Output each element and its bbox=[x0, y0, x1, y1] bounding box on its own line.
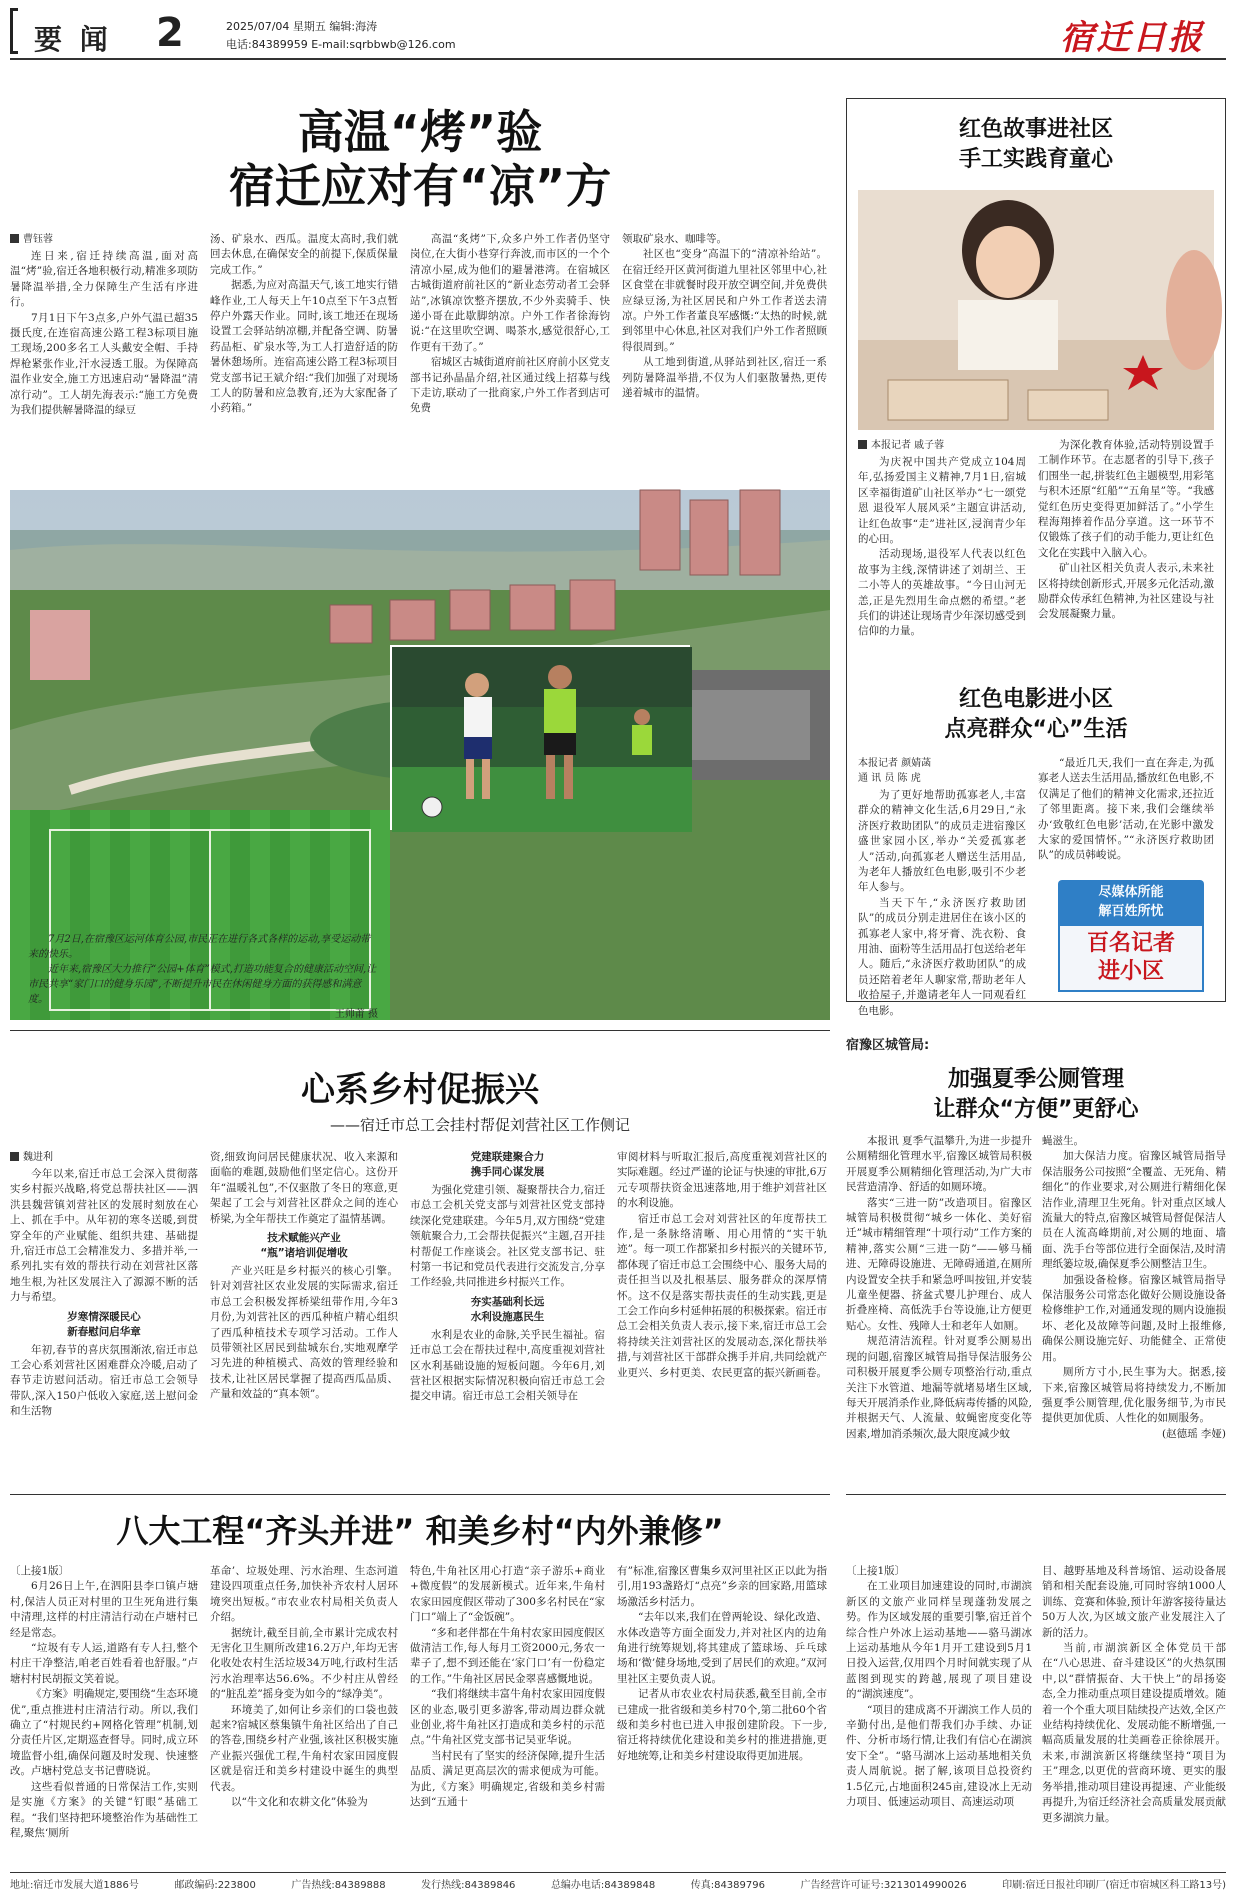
subheading: 水利设施惠民生 bbox=[470, 1310, 545, 1323]
badge-title-2: 进小区 bbox=[1097, 959, 1164, 984]
footer-fax: 传真:84389796 bbox=[690, 1880, 765, 1891]
paragraph: 《方案》明确规定,要围绕“生态环境优”,重点推进村庄清洁行动。所以,我们确立了“村规民约+网格化管理”机制,划分责任片区,定期巡查督导。同时,成立环境监督小组,确保问题及时发现、快速整改。卢塘村党总支书记曹晓说。 bbox=[10, 1688, 198, 1778]
art3-col2 bbox=[210, 1564, 398, 1866]
paragraph: 宿迁市总工会对刘营社区的年度帮扶工作,是一条脉络清晰、用心用情的“实干轨迹”。每一项工作都紧扣乡村振兴的关键环节,都体现了宿迁市总工会围绕中心、服务大局的责任担当以及扎根基层、服务群众的深厚情怀。这不仅是落实帮扶责任的生动实践,更是工会工作向乡村延伸拓展的积极探索。宿迁市总工会相关负责人表示,接下来,宿迁市总工会将持续关注刘营社区的发展动态,深化帮扶举措,与刘营社区干部群众携手并肩,共同绘就产业更兴、乡村更美、农民更富的振兴新画卷。 bbox=[617, 1212, 827, 1379]
footer-bar bbox=[10, 1876, 1226, 1894]
section-rule-right-bottom bbox=[846, 1494, 1226, 1495]
paragraph: 这些看似普通的日常保洁工作,实则是实施《方案》的关键“钉眼”基础工程。“我们坚持把环境整治作为基础性工程,聚焦‘厕所 bbox=[10, 1780, 198, 1839]
paragraph: 水利是农业的命脉,关乎民生福祉。宿迁市总工会在帮扶过程中,高度重视刘营社区水利基础设施的短板问题。今年6月,刘营社区根据实际情况积极向宿迁市总工会提交申请。宿迁市总工会相关领导在 bbox=[410, 1328, 605, 1403]
art3-col3 bbox=[410, 1564, 605, 1866]
paragraph: 规范清洁流程。针对夏季公厕易出现的问题,宿豫区城管局指导保洁服务公司积极开展夏季公厕专项整治行动,重点关注下水管道、地漏等就堵易堵生区域,每天开展消杀作业,降低病毒传播的风险,并根据天气、人流量、蚊蝇密度变化等因素,增加消杀频次,最大限度减少蚊 bbox=[846, 1335, 1032, 1440]
section-bracket bbox=[10, 8, 18, 54]
masthead-rule bbox=[10, 58, 1226, 60]
footer-office-phone: 总编办电话:84389848 bbox=[550, 1880, 656, 1891]
footer-dist-phone: 发行热线:84389846 bbox=[421, 1880, 516, 1891]
art-r3-title-line2: 让群众“方便”更舒心 bbox=[933, 1097, 1139, 1122]
subheading: 携手同心谋发展 bbox=[470, 1166, 545, 1178]
byline-text: 本报记者 颜婧菡 bbox=[858, 758, 932, 769]
art-r1-col2 bbox=[1038, 438, 1214, 688]
art1-col1 bbox=[10, 232, 198, 480]
masthead bbox=[0, 0, 1236, 62]
byline-marker bbox=[858, 440, 867, 449]
paragraph: 7月1日下午3点多,户外气温已超35摄氏度,在连宿高速公路工程3标项目施工现场,200多名工人头戴安全帽、手持焊枪紧张作业,汗水浸透工服。为保障高温作业安全,施工方迅速启动“暑降温”清凉行动”。工人胡先海表示:“施工方免费为我们提供解暑降温的绿豆 bbox=[10, 311, 198, 417]
art1-title-line1: 高温“烤”验 bbox=[297, 105, 543, 159]
paragraph: 为深化教育体验,活动特别设置手工制作环节。在志愿者的引导下,孩子们围坐一起,拼装红色主题模型,用彩笔与积木还原“红船”“五角星”等。“我感觉红色历史变得更加鲜活了。”小学生程海翔捧着作品分享道。这一环节不仅锻炼了孩子们的动手能力,更让红色文化在实践中入脑入心。 bbox=[1038, 439, 1214, 559]
paragraph: 目、越野基地及科普场馆、运动设备展销和相关配套设施,可同时容纳1000人训练、竞赛和体验,预计年游客接待量达50万人次,为区域文旅产业发展注入了新的活力。 bbox=[1042, 1565, 1226, 1639]
section-rule-mid bbox=[10, 1030, 830, 1031]
badge-bottom bbox=[1058, 924, 1204, 992]
art-r1-title-line1: 红色故事进社区 bbox=[958, 117, 1113, 142]
paragraph: 当村民有了坚实的经济保障,提升生活品质、满足更高层次的需求便成为可能。为此,《方案》明确规定,省级和美乡村需达到“五通十 bbox=[410, 1749, 605, 1809]
paragraph: 有”标准,宿豫区曹集乡双河里社区正以此为指引,用193盏路灯“点亮”乡亲的回家路,用篮球场激活乡村活力。 bbox=[617, 1565, 827, 1608]
paragraph: 为庆祝中国共产党成立104周年,弘扬爱国主义精神,7月1日,宿城区幸福街道矿山社区举办“七一颂党恩 退役军人展风采”主题宣讲活动,让红色故事“走”进社区,浸润青少年的心田。 bbox=[858, 456, 1026, 546]
badge-title-1: 百名记者 bbox=[1086, 931, 1175, 956]
photo-credit: 王帅莆 摄 bbox=[334, 1009, 378, 1020]
paragraph: 6月26日上午,在泗阳县李口镇卢塘村,保洁人员正对村里的卫生死角进行集中清理,这样的村庄清洁行动在卢塘村已经是常态。 bbox=[10, 1580, 198, 1639]
page-number: 2 bbox=[156, 10, 184, 56]
footer-rule bbox=[10, 1872, 1226, 1873]
paragraph: “我们将继续丰富牛角村农家田园度假区的业态,吸引更多游客,带动周边群众就业创业,将牛角社区打造成和美乡村的示范点。”牛角社区党支部书记吴亚华说。 bbox=[410, 1688, 605, 1747]
date-line: 2025/07/04 星期五 编辑:海涛 bbox=[226, 20, 378, 33]
paragraph: 审阅材料与听取汇报后,高度重视刘营社区的实际难题。经过严谨的论证与快速的审批,6万元专项帮扶资金迅速落地,用于维护刘营社区的水利设施。 bbox=[617, 1151, 827, 1210]
art-r1-col1 bbox=[858, 438, 1026, 688]
paragraph: 今年以来,宿迁市总工会深入贯彻落实乡村振兴战略,将党总帮扶社区——泗洪县魏营镇刘营社区的发展时刻放在心上、抓在手中。从年初的寒冬送暖,到贯穿全年的产业赋能、组织共建、基础提升,宿迁市总工会精准发力、多措并举,一系列扎实有效的帮扶行动在刘营社区落地生根,为社区发展注入了源源不断的活力与希望。 bbox=[10, 1168, 198, 1304]
subheading: 岁寒情深暖民心 bbox=[67, 1310, 141, 1323]
paragraph: “垃圾有专人运,道路有专人扫,整个村庄干净整洁,咱老百姓看着也舒服。”卢塘村村民胡振文笑着说。 bbox=[10, 1642, 198, 1685]
section-rule-bottom bbox=[10, 1494, 830, 1495]
footer-ad-phone: 广告热线:84389888 bbox=[291, 1880, 386, 1891]
caption-text: 近年来,宿豫区大力推行“公园+体育”模式,打造功能复合的健康活动空间,让市民共享“家门口的健身乐园”,不断提升市民在休闲健身方面的获得感和满意度。 bbox=[28, 964, 377, 1005]
art2-col2 bbox=[210, 1150, 398, 1486]
art3-col1 bbox=[10, 1564, 198, 1866]
art-r3-col1 bbox=[846, 1134, 1032, 1486]
paragraph: 〔上接1版〕 bbox=[846, 1565, 906, 1577]
author-credit: (赵德瑶 李娅) bbox=[1161, 1427, 1226, 1440]
photo1-caption bbox=[28, 932, 378, 1018]
art2-col1 bbox=[10, 1150, 198, 1486]
footer-address: 地址:宿迁市发展大道1886号 bbox=[10, 1880, 139, 1891]
byline-marker bbox=[10, 1152, 19, 1161]
art2-col4 bbox=[617, 1150, 827, 1486]
child-craft-illustration bbox=[858, 190, 1214, 430]
section-title: 要 闻 bbox=[34, 23, 112, 56]
paragraph: 为强化党建引领、凝聚帮扶合力,宿迁市总工会机关党支部与刘营社区党支部持续深化党建联建。今年5月,双方围绕“党建领航聚合力,工会帮扶促振兴”主题,召开挂村帮促工作座谈会。社区党支部书记、驻村第一书记和党员代表进行交流发言,分享工作经验,共同推进乡村振兴工作。 bbox=[410, 1184, 605, 1289]
paragraph: 厕所方寸小,民生事为大。据悉,接下来,宿豫区城管局将持续发力,不断加强夏季公厕管理,优化服务细节,为市民提供更加优质、人性化的如厕服务。 bbox=[1042, 1366, 1226, 1425]
art3-title: 八大工程“齐头并进” 和美乡村“内外兼修” bbox=[116, 1512, 724, 1550]
byline-text: 魏进利 bbox=[23, 1152, 53, 1163]
paragraph: 以“牛文化和农耕文化”体验为 bbox=[231, 1796, 368, 1809]
contact-line: 电话:84389959 E-mail:sqrbbwb@126.com bbox=[226, 38, 456, 51]
art-r1-title-line2: 手工实践育童心 bbox=[958, 147, 1113, 172]
paragraph: 为了更好地帮助孤寡老人,丰富群众的精神文化生活,6月29日,“永济医疗救助团队”的成员走进宿豫区盛世家园小区,举办“关爱孤寡老人”活动,向孤寡老人赠送生活用品,为老年人播放红色电影,吸引不少老年人参与。 bbox=[858, 789, 1026, 894]
art1-title-line2: 宿迁应对有“凉”方 bbox=[228, 159, 612, 213]
footer-postcode: 邮政编码:223800 bbox=[174, 1880, 256, 1891]
paragraph: 记者从市农业农村局获悉,截至目前,全市已建成一批省级和美乡村70个,第二批60个省级和美乡村也已进入申报创建阶段。下一步,宿迁将持续优化建设和美乡村的推进措施,更好地统筹,让和美乡村建设取得更加进展。 bbox=[617, 1688, 827, 1762]
byline-text: 本报记者 戚子蓉 bbox=[871, 440, 945, 451]
badge-slogan-1: 尽媒体所能 bbox=[1098, 885, 1164, 900]
paragraph: 资,细致询问居民健康状况、收入来源和面临的难题,鼓励他们坚定信心。这份开年“温暖礼包”,不仅驱散了冬日的寒意,更架起了工会与刘营社区群众之间的连心桥梁,为全年帮扶工作奠定了温情基调。 bbox=[210, 1151, 398, 1225]
art2-col3 bbox=[410, 1150, 605, 1486]
paragraph: 据悉,为应对高温天气,该工地实行错峰作业,工人每天上午10点至下午3点暂停户外露天作业。同时,该工地还在现场设置工会驿站纳凉棚,并配备空调、防暑药品柜、矿泉水等,为工人打造舒适的防暑休憩场所。连宿高速公路工程3标项目党支部书记王斌介绍:“我们加强了对现场工人的防暑和应急教育,还为大家配备了小药箱。” bbox=[210, 279, 398, 415]
paragraph: 高温“炙烤”下,众多户外工作者仍坚守岗位,在大街小巷穿行奔波,而市区的一个个清凉小屋,成为他们的避暑港湾。在宿城区古城街道府前社区的“新业态劳动者工会驿站”,冰镇凉饮整齐摆放,不少外卖骑手、快递小哥在此歇脚纳凉。户外工作者徐海钧说:“在这里吹空调、喝茶水,感觉很舒心,工作更有干劲了。” bbox=[410, 233, 610, 353]
subheading: 党建联建聚合力 bbox=[470, 1151, 545, 1163]
footer-printer: 印刷:宿迁日报社印刷厂(宿迁市宿城区科工路13号) bbox=[1002, 1880, 1226, 1891]
byline-marker bbox=[10, 234, 19, 243]
art2-byline bbox=[10, 1150, 198, 1165]
paragraph: 领取矿泉水、咖啡等。 bbox=[622, 233, 727, 245]
paragraph: 本报讯 夏季气温攀升,为进一步提升公厕精细化管理水平,宿豫区城管局积极开展夏季公厕精细化管理活动,为广大市民营造清净、舒适的如厕环境。 bbox=[846, 1135, 1032, 1194]
art-r2-col1 bbox=[858, 756, 1026, 1017]
art4-col1 bbox=[846, 1564, 1032, 1866]
art-r2-col2 bbox=[1038, 756, 1214, 876]
paragraph: “项目的建成离不开湖滨工作人员的辛勤付出,是他们帮我们办手续、办证件、分析市场行情,让我们有信心在湖滨安下全”。“骆马湖冰上运动基地相关负责人周航说。据了解,该项目总投资约1.5亿元,占地面积245亩,建设冰上无动力项目、低速运动项目、高速运动项 bbox=[846, 1703, 1032, 1809]
paragraph: “去年以来,我们在曾两轮设、绿化改造、水体改造等方面全面发力,并对社区内的边角角进行统筹规划,将其建成了篮球场、乒乓球场和‘微’健身场地,受到了居民们的欢迎。”双河里社区主要负责人说。 bbox=[617, 1611, 827, 1685]
paragraph: 宿城区古城街道府前社区府前小区党支部书记孙晶晶介绍,社区通过线上招募与线下走访,联动了一批商家,户外工作者到店可免费 bbox=[410, 356, 610, 415]
subheading: 技术赋能兴产业 bbox=[267, 1232, 341, 1245]
paragraph: 当前,市湖滨新区全体党员干部在“八心思进、奋斗建设区”的火热氛围中,以“群情振奋、大干快上”的昂扬姿态,全力推动重点项目建设提质增效。随着一个个重大项目陆续投产达效,全区产业结构持续优化、发展动能不断增强,一幅高质量发展的壮美画卷正徐徐展开。未来,市湖滨新区将继续坚持“项目为王”理念,以更优的营商环境、更实的服务举措,推动项目建设再提速、产业能级再提升,为宿迁经济社会高质量发展贡献更多湖滨力量。 bbox=[1042, 1642, 1226, 1824]
column-badge bbox=[1058, 880, 1204, 992]
art-r3-col2 bbox=[1042, 1134, 1226, 1486]
paragraph: 加强设备检修。宿豫区城管局指导保洁服务公司常态化做好公厕设施设备检修维护工作,对通通发现的厕内设施损坏、老化及故障等问题,及时上报维修,确保公厕设施完好、功能健全、正常使用。 bbox=[1042, 1273, 1226, 1363]
badge-top-band bbox=[1058, 880, 1204, 924]
soccer-players-illustration bbox=[392, 647, 692, 832]
art-r3-kicker: 宿豫区城管局: bbox=[846, 1038, 930, 1053]
art-r2-byline-2 bbox=[858, 771, 1026, 786]
paragraph: “最近几天,我们一直在奔走,为孤寡老人送去生活用品,播放红色电影,不仅满足了他们的精神文化需求,还拉近了邻里距离。接下来,我们会继续举办‘致敬红色电影’活动,在光影中激发大家的爱国情怀。”“永济医疗救助团队”的成员韩峻说。 bbox=[1038, 757, 1214, 862]
art1-byline bbox=[10, 232, 198, 247]
art3-col4 bbox=[617, 1564, 827, 1866]
paragraph: 产业兴旺是乡村振兴的核心引擎。针对刘营社区农业发展的实际需求,宿迁市总工会积极发挥桥梁纽带作用,今年3月份,为刘营社区的西瓜种植户精心组织了西瓜种植技术专项学习活动。工作人员带领社区居民到盐城东台,实地观摩学习先进的种植模式、高效的管理经验和技术,让社区居民掌握了提高西瓜品质、产量和效益的“真本领”。 bbox=[210, 1265, 398, 1401]
paragraph: 年初,春节的喜庆氛围渐浓,宿迁市总工会心系刘营社区困难群众冷暖,启动了春节走访慰问活动。宿迁市总工会领导带队,深入150户低收入家庭,送上慰问金和生活物 bbox=[10, 1343, 198, 1418]
art2-subtitle: ——宿迁市总工会挂村帮促刘营社区工作侧记 bbox=[330, 1116, 631, 1134]
byline-text: 曹钰蓉 bbox=[23, 234, 53, 245]
paragraph: 从工地到街道,从驿站到社区,宿迁一系列防暑降温举措,不仅为人们驱散暑热,更传递着城市的温情。 bbox=[622, 356, 827, 400]
art2-title: 心系乡村促振兴 bbox=[301, 1070, 539, 1110]
paragraph: 革命’、垃圾处理、污水治理、生态河道建设四项重点任务,加快补齐农村人居环境突出短板。”市农业农村局相关负责人介绍。 bbox=[210, 1565, 398, 1624]
soccer-inset-photo bbox=[390, 645, 690, 830]
art-r2-byline bbox=[858, 756, 1026, 771]
art4-col2 bbox=[1042, 1564, 1226, 1866]
child-craft-photo bbox=[858, 190, 1214, 430]
paragraph: 社区也“变身”高温下的“清凉补给站”。在宿迁经开区黄河街道九里社区邻里中心,社区食堂在非就餐时段开放空调空间,并免费供应绿豆汤,为社区居民和户外工作者送去清凉。户外工作者董良军感慨:“太热的时候,就到邻里中心休息,社区对我们户外工作者照顾得很周到。” bbox=[622, 248, 827, 353]
paper-logo: 宿迁日报 bbox=[1060, 18, 1204, 58]
paragraph: “多和老伴都在牛角村农家田园度假区做清洁工作,每人每月工资2000元,务农一辈子了,想不到还能在‘家门口’有一份稳定的工作。”牛角社区居民金翠喜感慨地说。 bbox=[410, 1626, 605, 1685]
art-r1-byline bbox=[858, 438, 1026, 453]
paragraph: 据统计,截至目前,全市累计完成农村无害化卫生厕所改建16.2万户,年均无害化收处农村生活垃圾34万吨,行政村生活污水治理率达56.6%。不少村庄从曾经的“脏乱差”摇身变为如今的“绿净美”。 bbox=[210, 1626, 398, 1701]
paragraph: 蝇滋生。 bbox=[1042, 1135, 1084, 1147]
paragraph: 加大保洁力度。宿豫区城管局指导保洁服务公司按照“全覆盖、无死角、精细化”的作业要求,对公厕进行精细化保洁作业,清理卫生死角。针对重点区域人流量大的特点,宿豫区城管局督促保洁人员在人流高峰期前,对公厕的地面、墙面、洗手台等部位进行全面保洁,及时清理纸篓垃圾,确保夏季公厕整洁卫生。 bbox=[1042, 1150, 1226, 1271]
badge-slogan-2: 解百姓所忧 bbox=[1098, 904, 1164, 919]
caption-text: 7月2日,在宿豫区运河体育公园,市民正在进行各式各样的运动,享受运动带来的快乐。 bbox=[28, 934, 371, 960]
art-r2-title-line1: 红色电影进小区 bbox=[958, 687, 1113, 712]
art1-col4 bbox=[622, 232, 827, 480]
paragraph: 矿山社区相关负责人表示,未来社区将持续创新形式,开展多元化活动,激励群众传承红色精神,为社区建设与社会发展凝聚力量。 bbox=[1038, 562, 1214, 621]
paragraph: 落实“三进一防”改造项目。宿豫区城管局积极贯彻“城乡一体化、美好宿迁”城市精细管理“十项行动”工作方案的精神,落实公厕“三进一防”——够马桶进、无障碍设施进、无障碍通道,在厕所内设置安全扶手和紧急呼叫按钮,并安装儿童坐便器、挤盆式婴儿护理台、成人折叠座椅、高低洗手台等设施,让方便更贴心。女性、残障人士和老年人如厕。 bbox=[846, 1196, 1032, 1332]
art1-col3 bbox=[410, 232, 610, 480]
art-r3-title-line1: 加强夏季公厕管理 bbox=[947, 1067, 1124, 1092]
paragraph: 环境美了,如何让乡亲们的口袋也鼓起来?宿城区蔡集镇牛角社区给出了自己的答卷,围绕乡村产业强,该社区积极实施产业振兴强优工程,牛角村农家田园度假区就是宿迁和美乡村建设中诞生的典型代表。 bbox=[210, 1703, 398, 1793]
paragraph: 特色,牛角社区用心打造“亲子游乐+商业+微度假”的发展新模式。近年来,牛角村农家田园度假区带动了300多名村民在“家门口”端上了“金饭碗”。 bbox=[410, 1565, 605, 1624]
footer-license: 广告经营许可证号:3213014990026 bbox=[800, 1880, 967, 1891]
byline-text: 通 讯 员 陈 虎 bbox=[858, 773, 921, 784]
paragraph: 在工业项目加速建设的同时,市湖滨新区的文旅产业同样呈现蓬勃发展之势。作为区域发展的重要引擎,宿迁首个综合性户外冰上运动基地——骆马湖冰上运动基地从今年1月开工建设到5月1日投入运营,仅用四个月时间就实现了从蓝图到现实的跨越,展现了项目建设的“湖滨速度”。 bbox=[846, 1580, 1032, 1701]
paragraph: 汤、矿泉水、西瓜。温度太高时,我们就回去休息,在确保安全的前提下,保质保量完成工作。” bbox=[210, 233, 398, 276]
subheading: 夯实基础利长远 bbox=[470, 1295, 545, 1308]
paragraph: 连日来,宿迁持续高温,面对高温“烤”验,宿迁各地积极行动,精准多项防暑降温举措,全力保障生产生活有序进行。 bbox=[10, 250, 198, 309]
art-r2-title-line2: 点亮群众“心”生活 bbox=[944, 717, 1128, 742]
paragraph: 〔上接1版〕 bbox=[10, 1565, 70, 1577]
paragraph: 当天下午,“永济医疗救助团队”的成员分别走进居住在该小区的孤寡老人家中,将牙膏、洗衣粉、食用油、面粉等生活用品打包送给老年人。随后,“永济医疗救助团队”的成员还陪着老年人聊家常,帮助老年人收拾屋子,并邀请老年人一同观看红色电影。 bbox=[858, 896, 1026, 1017]
art1-col2 bbox=[210, 232, 398, 480]
subheading: “瓶”诸培训促增收 bbox=[260, 1247, 348, 1260]
subheading: 新春慰问启华章 bbox=[67, 1325, 141, 1338]
paragraph: 活动现场,退役军人代表以红色故事为主线,深情讲述了刘胡兰、王二小等人的英雄故事。“今日山河无恙,正是先烈用生命点燃的希望。”老兵们的讲述让现场青少年深切感受到信仰的力量。 bbox=[858, 548, 1026, 638]
